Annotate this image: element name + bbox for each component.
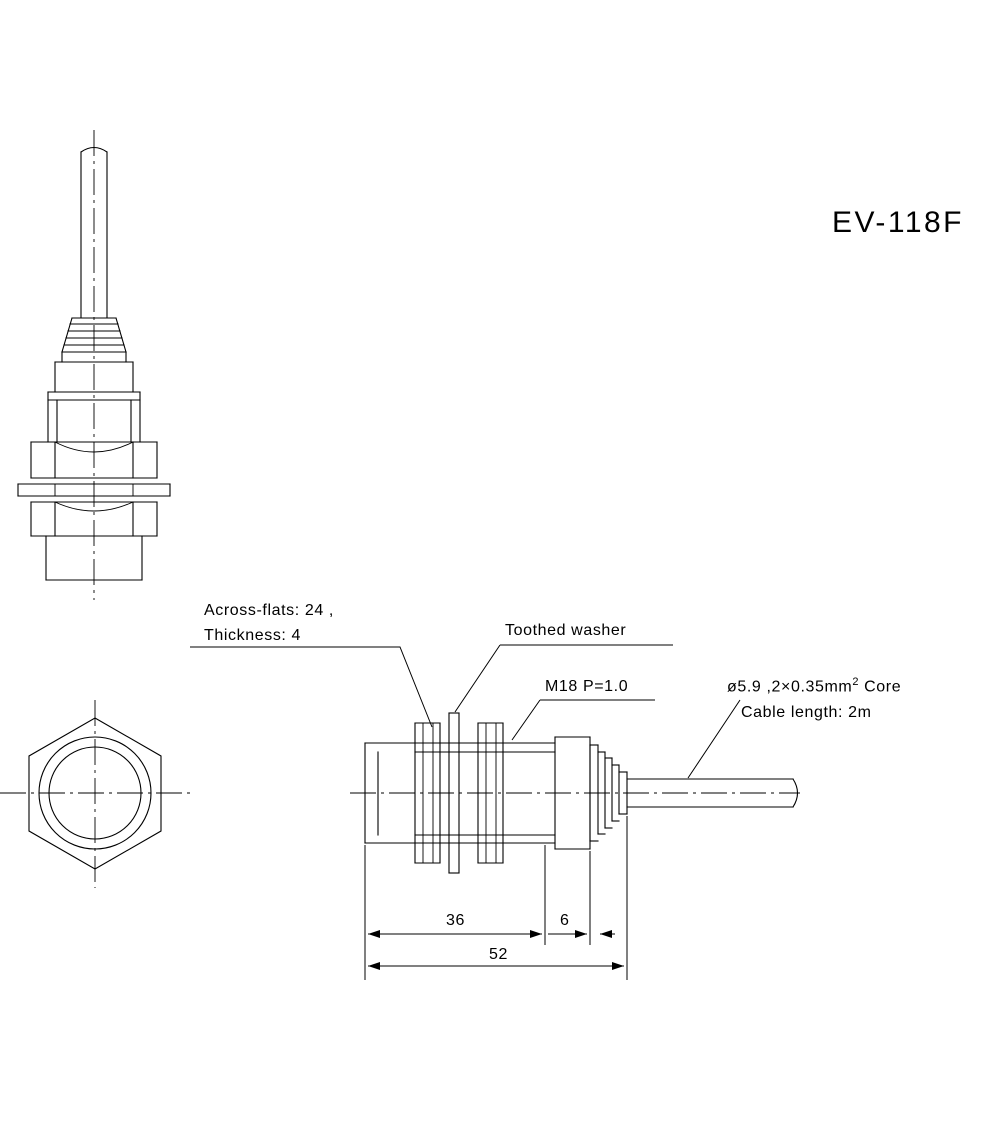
cable-core-note-suffix: Core [859,678,902,696]
part-number-title: EV-118F [832,206,965,239]
toothed-washer-note: Toothed washer [505,622,627,639]
cable-core-note-prefix: ø5.9 ,2×0.35mm [727,678,853,696]
leader-lines [190,645,740,778]
thread-note: M18 P=1.0 [545,678,629,695]
cable-core-note-superscript: 2 [852,676,860,688]
dimension-value-6: 6 [560,912,570,929]
dimension-value-36: 36 [446,912,465,929]
hex-end-view-geometry [0,700,195,888]
dimension-value-52: 52 [489,946,508,963]
side-view-geometry [350,713,800,873]
thickness-note: Thickness: 4 [204,627,302,644]
cable-core-note [727,676,901,696]
front-view-geometry [18,130,170,600]
cable-length-note: Cable length: 2m [741,704,872,721]
across-flats-note: Across-flats: 24 , [204,602,334,619]
